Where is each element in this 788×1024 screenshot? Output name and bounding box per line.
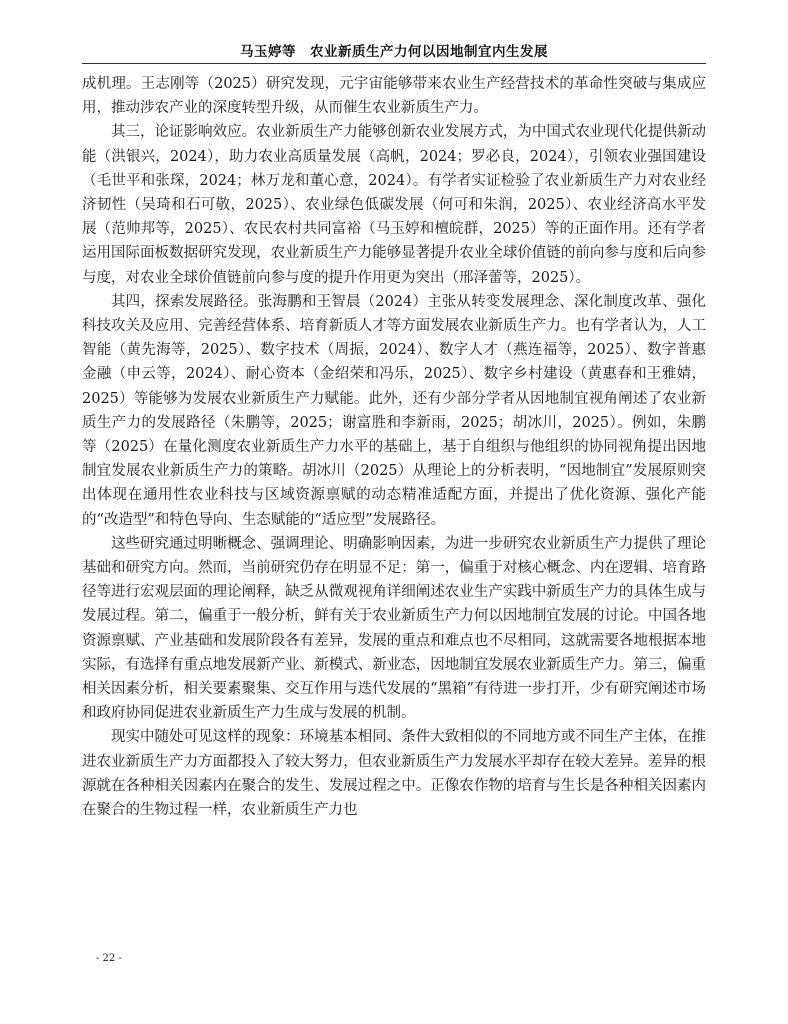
body-text — [82, 72, 706, 822]
paragraph-1: 成机理。王志刚等（2025）研究发现，元宇宙能够带来农业生产经营技术的革命性突破与集成应用，推动涉农产业的深度转型升级，从而催生农业新质生产力。 — [82, 76, 706, 117]
page-number: - 22 - — [96, 953, 122, 964]
paragraph-5: 现实中随处可见这样的现象：环境基本相同、条件大致相似的不同地方或不同生产主体，在推进农业新质生产力方面都投入了较大努力，但农业新质生产力发展水平却存在较大差异。差异的根源就在各种相关因素内在聚合的发生、发展过程之中。正像农作物的培育与生长是各种相关因素内在聚合的生物过程一样，农业新质生产力也 — [82, 729, 706, 819]
header-rule — [82, 63, 706, 64]
paragraph-2: 其三，论证影响效应。农业新质生产力能够创新农业发展方式，为中国式农业现代化提供新动能（洪银兴，2024），助力农业高质量发展（高帆，2024；罗必良，2024），引领农业强国建设（毛世平和张琛，2024；林万龙和董心意，2024）。有学者实证检验了农业新质生产力对农业经济韧性（吴琦和石可敬，2025）、农业绿色低碳发展（何可和朱润，2025）、农业经济高水平发展（范帅邦等，2025）、农民农村共同富裕（马玉婷和檀皖群，2025）等的正面作用。还有学者运用国际面板数据研究发现，农业新质生产力能够显著提升农业全球价值链的前向参与度和后向参与度，对农业全球价值链前向参与度的提升作用更为突出（邢泽蕾等，2025）。 — [82, 124, 706, 286]
paragraph-4: 这些研究通过明晰概念、强调理论、明确影响因素，为进一步研究农业新质生产力提供了理论基础和研究方向。然而，当前研究仍存在明显不足：第一，偏重于对核心概念、内在逻辑、培育路径等进行宏观层面的理论阐释，缺乏从微观视角详细阐述农业生产实践中新质生产力的具体生成与发展过程。第二，偏重于一般分析，鲜有关于农业新质生产力何以因地制宜发展的讨论。中国各地资源禀赋、产业基础和发展阶段各有差异，发展的重点和难点也不尽相同，这就需要各地根据本地实际，有选择有重点地发展新产业、新模式、新业态，因地制宜发展农业新质生产力。第三，偏重相关因素分析，相关要素聚集、交互作用与迭代发展的“黑箱”有待进一步打开，少有研究阐述市场和政府协同促进农业新质生产力生成与发展的机制。 — [82, 535, 706, 722]
running-head: 马玉婷等 农业新质生产力何以因地制宜内生发展 — [240, 44, 548, 60]
paragraph-3: 其四，探索发展路径。张海鹏和王智晨（2024）主张从转变发展理念、深化制度改革、强化科技攻关及应用、完善经营体系、培育新质人才等方面发展农业新质生产力。也有学者认为，人工智能（黄先海等，2025）、数字技术（周振，2024）、数字人才（燕连福等，2025）、数字普惠金融（申云等，2024）、耐心资本（金绍荣和冯乐，2025）、数字乡村建设（黄惠春和王雅婧，2025）等能够为发展农业新质生产力赋能。此外，还有少部分学者从因地制宜视角阐述了农业新质生产力的发展路径（朱鹏等，2025；谢富胜和李新雨，2025；胡冰川，2025）。例如，朱鹏等（2025）在量化测度农业新质生产力水平的基础上，基于自组织与他组织的协同视角提出因地制宜发展农业新质生产力的策略。胡冰川（2025）从理论上的分析表明，“因地制宜”发展原则突出体现在通用性农业科技与区域资源禀赋的动态精准适配方面，并提出了优化资源、强化产能的“改造型”和特色导向、生态赋能的“适应型”发展路径。 — [82, 293, 706, 528]
